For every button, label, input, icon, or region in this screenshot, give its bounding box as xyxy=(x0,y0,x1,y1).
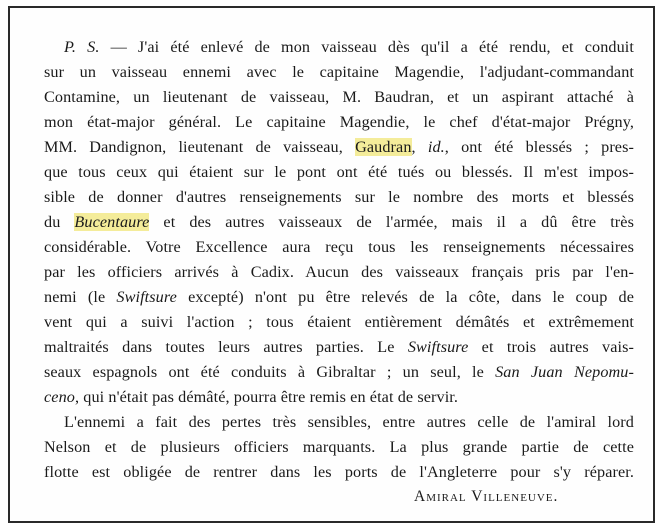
signature: Amiral Villeneuve. xyxy=(414,488,559,505)
text-line-9: considérable. Votre Excellence aura reçu tous les renseignements nécessaires xyxy=(44,238,634,256)
text-line-7: sible de donner d'autres renseignements sur le nombre des morts et blessés xyxy=(44,188,634,206)
text-line-6: que tous ceux qui étaient sur le pont ont été tués ou blessés. Il m'est impos- xyxy=(44,163,634,181)
text-line-14: seaux espagnols ont été conduits à Gibraltar ; un seul, le San Juan Nepomu- xyxy=(44,363,634,381)
text-line-11: nemi (le Swiftsure excepté) n'ont pu être relevés de la côte, dans le coup de xyxy=(44,288,634,306)
text-line-3: Contamine, un lieutenant de vaisseau, M. Baudran, et un aspirant attaché à xyxy=(44,88,634,106)
text-line-10: par les officiers arrivés à Cadix. Aucun des vaisseaux français pris par l'en- xyxy=(44,263,634,281)
highlighted-name-gaudran: Gaudran xyxy=(355,138,412,156)
text-line-8: du Bucentaure et des autres vaisseaux de l'armée, mais il a dû être très xyxy=(44,213,634,231)
text-line-17: Nelson et de plusieurs officiers marquants. La plus grande partie de cette xyxy=(44,438,634,456)
text-line-5: MM. Dandignon, lieutenant de vaisseau, Gaudran, id., ont été blessés ; pres- xyxy=(44,138,634,156)
highlighted-ship-bucentaure: Bucentaure xyxy=(74,213,150,231)
ship-name-swiftsure-2: Swiftsure xyxy=(407,338,469,356)
text-line-15: ceno, qui n'était pas démâté, pourra être remis en état de servir. xyxy=(44,388,459,406)
text-line-16: L'ennemi a fait des pertes très sensibles, entre autres celle de l'amiral lord xyxy=(64,413,634,431)
text-line-13: maltraités dans toutes leurs autres parties. Le Swiftsure et trois autres vais- xyxy=(44,338,634,356)
ship-name-swiftsure: Swiftsure xyxy=(116,288,177,306)
text-line-1: P. S. — J'ai été enlevé de mon vaisseau dès qu'il a été rendu, et conduit xyxy=(64,38,634,56)
ps-label: P. S. xyxy=(64,38,100,56)
text-line-4: mon état-major général. Le capitaine Magendie, le chef d'état-major Prégny, xyxy=(44,113,634,131)
text-line-2: sur un vaisseau ennemi avec le capitaine Magendie, l'adjudant-commandant xyxy=(44,63,634,81)
text-line-18: flotte est obligée de rentrer dans les ports de l'Angleterre pour s'y réparer. xyxy=(44,463,634,481)
text-line-12: vent qui a suivi l'action ; tous étaient entièrement démâtés et extrêmement xyxy=(44,313,634,331)
ship-name-san-juan: San Juan Nepomu- xyxy=(495,363,634,381)
